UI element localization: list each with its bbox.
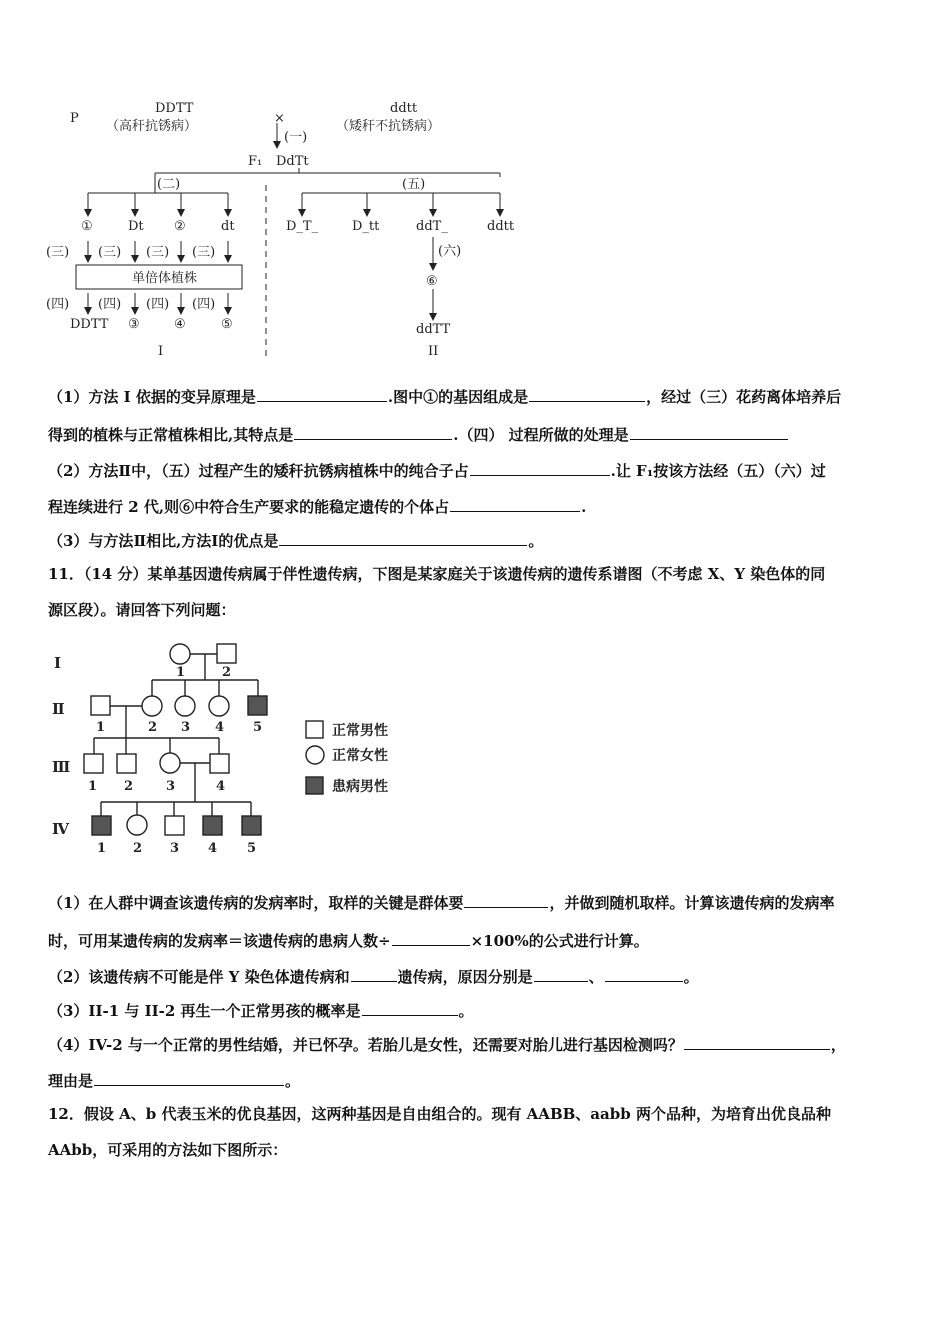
q11-line-q3	[48, 1000, 908, 1021]
legend-affected-male: 患病男性	[332, 779, 388, 795]
q11-q1-b: ，并做到随机取样。计算该遗传病的发病率	[549, 894, 835, 912]
q10-q2-b: .让 F₁按该方法经（五）（六）过	[610, 462, 826, 480]
gamete-3: ②	[174, 219, 186, 234]
f1-label: F₁	[248, 154, 263, 169]
answer-blank[interactable]	[362, 1000, 458, 1016]
gen4-num-3: 3	[170, 841, 180, 856]
parent1-phenotype: （高秆抗锈病）	[106, 119, 198, 134]
step5-label: (五)	[402, 177, 426, 192]
q10-q1-d: 得到的植株与正常植株相比,其特点是	[48, 426, 294, 444]
gen2-num-4: 4	[215, 720, 225, 735]
q12-line1: 12．假设 A、b 代表玉米的优良基因，这两种基因是自由组合的。现有 AABB、aabb 两个品种，为培育出优良品种	[48, 1105, 831, 1123]
gen3-male-4	[210, 754, 229, 773]
q11-intro-line1: 11．（14 分）某单基因遗传病属于伴性遗传病，下图是某家庭关于该遗传病的遗传系谱图（不考虑 X、Y 染色体的同	[48, 565, 826, 583]
q11-q3-b: 。	[458, 1002, 474, 1020]
parent2-phenotype: （矮秆不抗锈病）	[336, 119, 441, 134]
q10-line4	[48, 496, 908, 517]
answer-blank[interactable]	[605, 966, 683, 982]
gen4-affected-male-4	[203, 816, 222, 835]
q11-q4-a: （4）IV-2 与一个正常的男性结婚，并已怀孕。若胎儿是女性，还需要对胎儿进行基因检测吗？	[48, 1036, 683, 1054]
breeding-diagram	[40, 95, 560, 365]
answer-blank[interactable]	[279, 530, 527, 546]
step3-label-3: (三)	[146, 245, 170, 260]
q10-q2-d: .	[581, 498, 587, 516]
gen4-num-2: 2	[133, 841, 143, 856]
q11-intro-line2: 源区段）。请回答下列问题：	[48, 601, 236, 619]
q11-line-q1b	[48, 930, 908, 951]
gen3-male-1	[84, 754, 103, 773]
step6-label: (六)	[438, 244, 462, 259]
q11-q4-b: ，	[830, 1036, 846, 1054]
q10-line5	[48, 530, 908, 551]
gen4-male-3	[165, 816, 184, 835]
q11-q2-d: 。	[683, 968, 699, 986]
q10-q3-a: （3）与方法Ⅱ相比,方法Ⅰ的优点是	[48, 532, 279, 550]
gen1-num-1: 1	[176, 665, 186, 680]
circle6-label: ⑥	[426, 274, 438, 289]
q11-q3-a: （3）II-1 与 II-2 再生一个正常男孩的概率是	[48, 1002, 361, 1020]
gen3-male-2	[117, 754, 136, 773]
generation-label-2: Ⅱ	[52, 700, 65, 718]
parent1-genotype: DDTT	[155, 101, 194, 116]
answer-blank[interactable]	[529, 386, 645, 402]
haploid-box-label: 单倍体植株	[132, 271, 198, 286]
gamete-4: dt	[221, 219, 235, 234]
step3-label-2: (三)	[98, 245, 122, 260]
p-label: P	[70, 111, 79, 126]
gamete-1: ①	[81, 219, 93, 234]
gen3-num-4: 4	[216, 779, 226, 794]
q10-q1-a: （1）方法 I 依据的变异原理是	[48, 388, 256, 406]
answer-blank[interactable]	[630, 424, 788, 440]
legend-normal-male: 正常男性	[332, 723, 388, 739]
q10-q2-c: 程连续进行 2 代,则⑥中符合生产要求的能稳定遗传的个体占	[48, 498, 450, 516]
q10-q1-e: .（四） 过程所做的处理是	[453, 426, 629, 444]
q11-q2-c: 、	[588, 968, 604, 986]
step1-label: (一)	[284, 130, 308, 145]
generation-label-3: Ⅲ	[52, 758, 71, 776]
gen1-male-2	[217, 644, 236, 663]
generation-label-1: Ⅰ	[54, 654, 62, 672]
step4-label-2: (四)	[98, 297, 122, 312]
gen3-num-3: 3	[166, 779, 176, 794]
gen1-num-2: 2	[222, 665, 232, 680]
q10-q3-b: 。	[528, 532, 544, 550]
gen2-female-2	[142, 696, 162, 716]
answer-blank[interactable]	[351, 966, 397, 982]
gen3-num-2: 2	[124, 779, 134, 794]
final1-3: ④	[174, 317, 186, 332]
legend-normal-male-icon	[306, 721, 323, 738]
offspring2-4: ddtt	[487, 219, 515, 234]
q11-q1-c: 时，可用某遗传病的发病率＝该遗传病的患病人数÷	[48, 932, 391, 950]
legend-normal-female-icon	[306, 746, 324, 764]
step2-label: (二)	[157, 177, 181, 192]
answer-blank[interactable]	[392, 930, 470, 946]
final2-genotype: ddTT	[416, 322, 451, 337]
gen4-female-2	[127, 815, 147, 835]
final1-2: ③	[128, 317, 140, 332]
gen4-affected-male-5	[242, 816, 261, 835]
q11-q2-b: 遗传病，原因分别是	[397, 968, 533, 986]
method2-label: II	[428, 344, 439, 359]
cross-symbol: ×	[274, 111, 285, 126]
step4-label-1: (四)	[46, 297, 70, 312]
answer-blank[interactable]	[294, 424, 452, 440]
q11-q4-c: 理由是	[48, 1072, 94, 1090]
final1-4: ⑤	[221, 317, 233, 332]
q10-q1-c: ，经过（三）花药离体培养后	[646, 388, 842, 406]
step4-label-3: (四)	[146, 297, 170, 312]
method1-label: I	[158, 344, 164, 359]
step3-label-4: (三)	[192, 245, 216, 260]
f1-genotype: DdTt	[276, 154, 309, 169]
gen2-male-1	[91, 696, 110, 715]
gen4-num-1: 1	[97, 841, 107, 856]
gen1-female-1	[170, 644, 190, 664]
step4-label-4: (四)	[192, 297, 216, 312]
gen2-num-3: 3	[181, 720, 191, 735]
answer-blank[interactable]	[470, 460, 610, 476]
gen2-female-4	[209, 696, 229, 716]
q10-line1	[48, 386, 908, 407]
q11-q1-a: （1）在人群中调查该遗传病的发病率时，取样的关键是群体要	[48, 894, 464, 912]
step3-label-1: (三)	[46, 245, 70, 260]
q10-line3	[48, 460, 908, 481]
answer-blank[interactable]	[450, 496, 580, 512]
q10-q1-b: .图中①的基因组成是	[387, 388, 529, 406]
legend-affected-male-icon	[306, 777, 323, 794]
answer-blank[interactable]	[257, 386, 387, 402]
q11-line-q1a	[48, 892, 908, 913]
answer-blank[interactable]	[534, 966, 588, 982]
generation-label-4: Ⅳ	[52, 820, 70, 838]
gen2-num-5: 5	[253, 720, 263, 735]
gen3-female-3	[160, 753, 180, 773]
legend-normal-female: 正常女性	[332, 748, 388, 764]
q11-line-q4a	[48, 1034, 908, 1055]
gen2-num-2: 2	[148, 720, 158, 735]
gen2-female-3	[175, 696, 195, 716]
q11-q2-a: （2）该遗传病不可能是伴 Y 染色体遗传病和	[48, 968, 350, 986]
q12-line2: AAbb，可采用的方法如下图所示：	[48, 1141, 288, 1159]
final1-1: DDTT	[70, 317, 109, 332]
q10-line2	[48, 424, 908, 445]
q11-line-q2	[48, 966, 908, 987]
offspring2-1: D_T_	[286, 219, 319, 234]
answer-blank[interactable]	[94, 1070, 284, 1086]
gen2-num-1: 1	[96, 720, 106, 735]
parent2-genotype: ddtt	[390, 101, 418, 116]
gen4-num-5: 5	[247, 841, 257, 856]
gen2-affected-male-5	[248, 696, 267, 715]
q11-q4-d: 。	[285, 1072, 301, 1090]
gen4-num-4: 4	[208, 841, 218, 856]
offspring2-2: D_tt	[352, 219, 380, 234]
gamete-2: Dt	[128, 219, 144, 234]
pedigree-chart	[40, 632, 420, 862]
gen3-num-1: 1	[88, 779, 98, 794]
q11-line-q4b	[48, 1070, 908, 1091]
q10-q2-a: （2）方法Ⅱ中，（五）过程产生的矮秆抗锈病植株中的纯合子占	[48, 462, 469, 480]
answer-blank[interactable]	[464, 892, 548, 908]
offspring2-3: ddT_	[416, 219, 448, 234]
gen4-affected-male-1	[92, 816, 111, 835]
q11-q1-d: ×100%的公式进行计算。	[470, 932, 649, 950]
answer-blank[interactable]	[684, 1034, 830, 1050]
